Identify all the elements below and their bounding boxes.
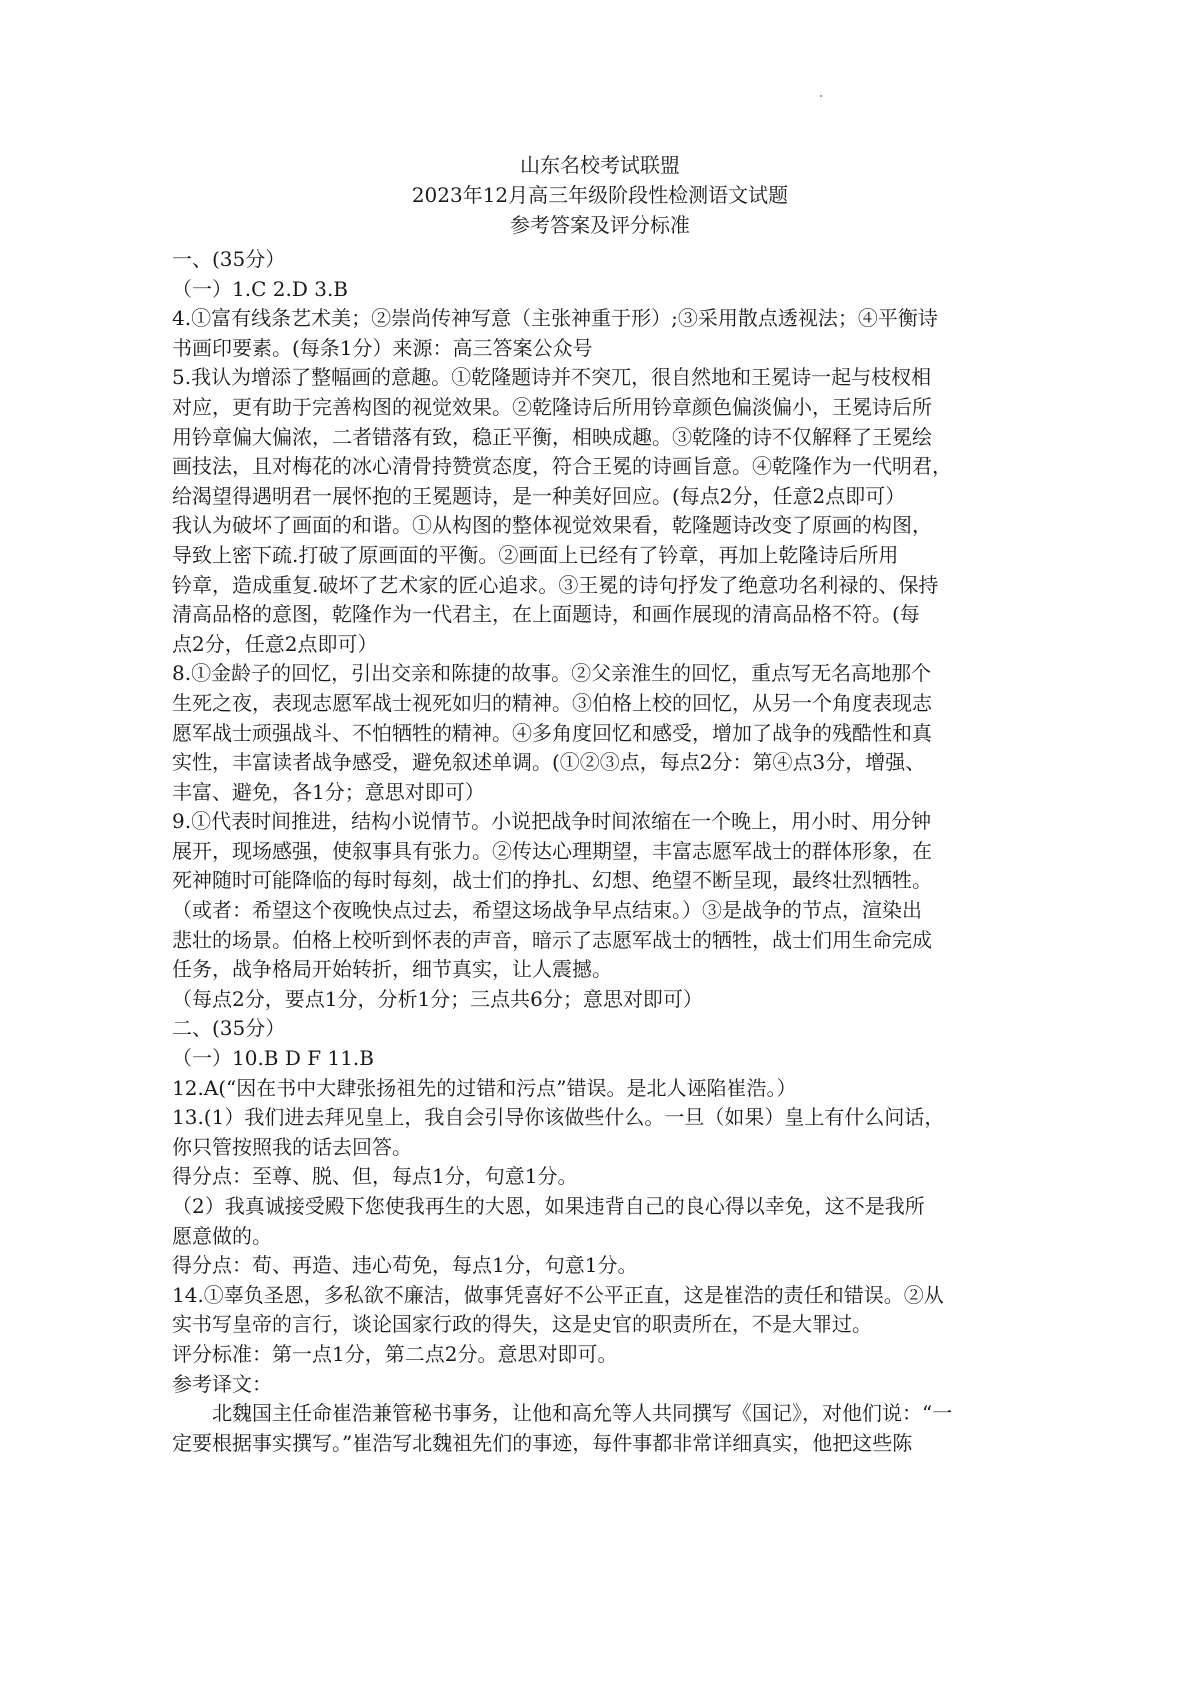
answer-line: （2）我真诚接受殿下您使我再生的大恩，如果违背自己的良心得以幸免，这不是我所	[172, 1194, 925, 1218]
answer-line: 9.①代表时间推进，结构小说情节。小说把战争时间浓缩在一个晚上，用小时、用分钟	[172, 809, 932, 834]
answer-line: 愿军战士顽强战斗、不怕牺牲的精神。④多角度回忆和感受，增加了战争的残酷性和真	[172, 720, 932, 745]
answer-line: 实书写皇帝的言行，谈论国家行政的得失，这是史官的职责所在，不是大罪过。	[172, 1312, 872, 1337]
answer-line: 生死之夜，表现志愿军战士视死如归的精神。③伯格上校的回忆，从另一个角度表现志	[172, 690, 932, 715]
scan-speck	[820, 95, 822, 97]
document-header	[0, 150, 1200, 240]
answer-line: 5.我认为增添了整幅画的意趣。①乾隆题诗并不突兀，很自然地和王冕诗一起与枝杈相	[172, 365, 932, 390]
answer-line: （一）1.C 2.D 3.B	[172, 276, 348, 301]
answer-line: 丰富、避免，各1分；意思对即可）	[172, 779, 485, 804]
answer-line: 钤章，造成重复.破坏了艺术家的匠心追求。③王冕的诗句抒发了绝意功名利禄的、保持	[172, 572, 939, 597]
answer-line: 导致上密下疏.打破了原画面的平衡。②画面上已经有了钤章，再加上乾隆诗后所用	[172, 542, 899, 567]
answer-line: 得分点：至尊、脱、但，每点1分，句意1分。	[172, 1164, 578, 1189]
answer-line: 对应，更有助于完善构图的视觉效果。②乾隆诗后所用钤章颜色偏淡偏小，王冕诗后所	[172, 394, 932, 419]
answer-line: 13.(1）我们进去拜见皇上，我自会引导你该做些什么。一旦（如果）皇上有什么问话，	[172, 1105, 945, 1130]
answer-line: （一）10.B D F 11.B	[172, 1046, 374, 1071]
answer-line: （或者：希望这个夜晚快点过去，希望这场战争早点结束。）③是战争的节点，渲染出	[172, 898, 922, 923]
answer-line: 愿意做的。	[172, 1223, 272, 1248]
answer-line: 画技法，且对梅花的冰心清骨持赞赏态度，符合王冕的诗画旨意。④乾隆作为一代明君，	[172, 454, 952, 479]
answer-line: 得分点：荀、再造、违心苟免，每点1分，句意1分。	[172, 1253, 638, 1278]
document-title: 山东名校考试联盟	[520, 153, 680, 177]
answer-line: （每点2分，要点1分，分析1分；三点共6分；意思对即可）	[172, 986, 703, 1011]
answer-line: 悲壮的场景。伯格上校听到怀表的声音，暗示了志愿军战士的牺牲，战士们用生命完成	[172, 927, 932, 952]
answer-line: 评分标准：第一点1分，第二点2分。意思对即可。	[172, 1341, 618, 1366]
answer-line: 参考译文：	[172, 1371, 272, 1396]
answer-line: 死神随时可能降临的每时每刻，战士们的挣扎、幻想、绝望不断呈现，最终壮烈牺牲。	[172, 868, 932, 893]
translation-line: 北魏国主任命崔浩兼管秘书事务，让他和高允等人共同撰写《国记》，对他们说：“一	[212, 1401, 953, 1426]
section-heading: 二、(35分）	[172, 1016, 286, 1041]
answer-line: 你只管按照我的话去回答。	[172, 1134, 412, 1159]
answer-body	[172, 245, 1032, 1458]
answer-line: 我认为破坏了画面的和谐。①从构图的整体视觉效果看，乾隆题诗改变了原画的构图，	[172, 513, 932, 538]
answer-line: 展开，现场感强，使叙事具有张力。②传达心理期望，丰富志愿军战士的群体形象，在	[172, 838, 932, 863]
answer-line: 任务，战争格局开始转折，细节真实，让人震撼。	[172, 957, 612, 982]
answer-line: 14.①辜负圣恩，多私欲不廉洁，做事凭喜好不公平正直，这是崔浩的责任和错误。②从	[172, 1282, 944, 1307]
answer-line: 8.①金龄子的回忆，引出交亲和陈捷的故事。②父亲淮生的回忆，重点写无名高地那个	[172, 661, 932, 686]
document-caption: 参考答案及评分标准	[510, 213, 690, 237]
answer-line: 12.A(“因在书中大肆张扬祖先的过错和污点”错误。是北人诬陷崔浩。）	[172, 1075, 797, 1100]
answer-line: 书画印要素。(每条1分）来源：高三答案公众号	[172, 335, 593, 360]
answer-line: 实性，丰富读者战争感受，避免叙述单调。(①②③点，每点2分：第④点3分，增强、	[172, 750, 926, 775]
answer-line: 点2分，任意2点即可）	[172, 631, 378, 656]
section-heading: 一、(35分）	[172, 247, 286, 271]
translation-line: 定要根据事实撰写。”崔浩写北魏祖先们的事迹，每件事都非常详细真实，他把这些陈	[172, 1430, 913, 1455]
answer-line: 清高品格的意图，乾隆作为一代君主，在上面题诗，和画作展现的清高品格不符。(每	[172, 602, 920, 627]
answer-line: 4.①富有线条艺术美；②崇尚传神写意（主张神重于形）;③采用散点透视法；④平衡诗	[172, 306, 938, 331]
answer-line: 用钤章偏大偏浓，二者错落有致，稳正平衡，相映成趣。③乾隆的诗不仅解释了王冕绘	[172, 424, 932, 449]
document-subtitle: 2023年12月高三年级阶段性检测语文试题	[411, 183, 789, 207]
answer-line: 给渴望得遇明君一展怀抱的王冕题诗，是一种美好回应。(每点2分，任意2点即可）	[172, 483, 906, 508]
